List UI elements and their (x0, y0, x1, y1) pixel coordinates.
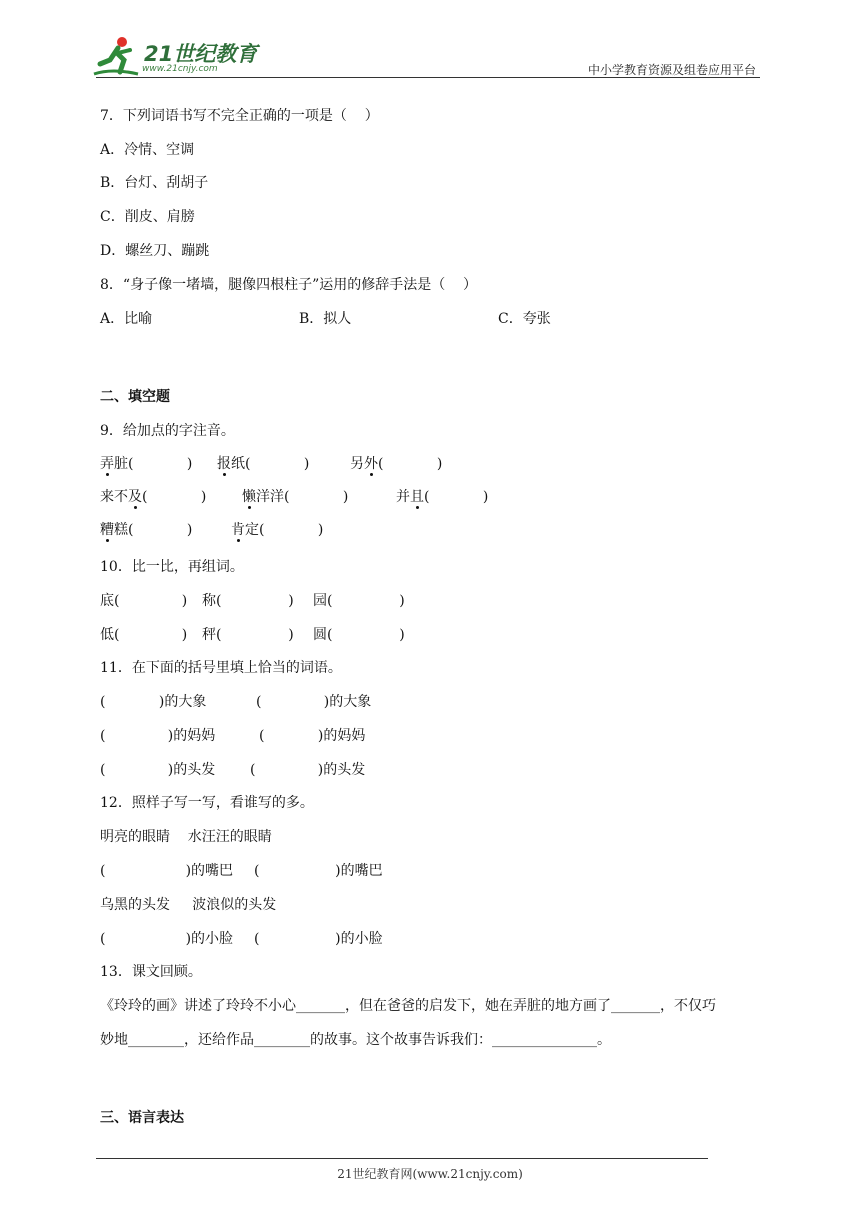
q12-item: ( )的嘴巴 (100, 863, 234, 879)
q12-item: ( )的小脸 (254, 931, 383, 947)
q9-item (100, 455, 192, 473)
q9-item-text: 洋洋( ) (256, 489, 349, 505)
section-title-language-expression: 三、语言表达 (100, 1110, 184, 1126)
q9-item (350, 455, 442, 473)
dotted-char: 肯 (231, 522, 245, 538)
q11-item: ( )的妈妈 (100, 728, 216, 744)
q9-stem: 9．给加点的字注音。 (100, 423, 235, 439)
q11-item: ( )的大象 (100, 694, 207, 710)
q9-item-pre: 并 (396, 489, 410, 505)
header-platform-name: 中小学教育资源及组卷应用平台 (587, 63, 756, 77)
dotted-char: 且 (410, 489, 424, 505)
q8-stem: 8．“身子像一堵墙，腿像四根柱子”运用的修辞手法是（ ） (100, 277, 478, 293)
q9-item-text: ( ) (142, 489, 207, 505)
q7-option-c: C．削皮、肩膀 (100, 209, 195, 225)
dotted-char: 糟 (100, 522, 114, 538)
q7-stem: 7．下列词语书写不完全正确的一项是（ ） (100, 108, 379, 124)
q9-item-text: 定( ) (245, 522, 324, 538)
q8-option-a: A．比喻 (100, 311, 153, 327)
q9-item (242, 488, 348, 506)
q10-item: 圆( ) (313, 627, 405, 643)
header-divider (96, 77, 760, 78)
dotted-char: 外 (364, 456, 378, 472)
q9-item-text: 纸( ) (231, 456, 310, 472)
footer-divider (96, 1158, 708, 1159)
q12-example: 明亮的眼睛 水汪汪的眼睛 (100, 829, 272, 845)
logo-url: www.21cnjy.com (142, 64, 218, 74)
q11-item: ( )的大象 (256, 694, 372, 710)
q11-stem: 11．在下面的括号里填上恰当的词语。 (100, 660, 342, 676)
q9-item (231, 521, 323, 539)
q12-stem: 12．照样子写一写，看谁写的多。 (100, 795, 314, 811)
q11-item: ( )的妈妈 (259, 728, 366, 744)
q13-line: 妙地________，还给作品________的故事。这个故事告诉我们：_______________。 (100, 1032, 611, 1048)
q9-item-text: 糕( ) (114, 522, 193, 538)
q13-line: 《玲玲的画》讲述了玲玲不小心_______，但在爸爸的启发下，她在弄脏的地方画了_______，不仅巧 (100, 998, 716, 1014)
q11-item: ( )的头发 (100, 762, 216, 778)
section-title-fill-in: 二、填空题 (100, 389, 170, 405)
q8-option-c: C．夸张 (498, 311, 551, 327)
q9-item-text: ( ) (424, 489, 489, 505)
q10-stem: 10．比一比，再组词。 (100, 559, 244, 575)
dotted-char: 及 (128, 489, 142, 505)
site-logo (92, 34, 262, 80)
q10-item: 称( ) (202, 593, 294, 609)
dotted-char: 报 (217, 456, 231, 472)
dotted-char: 弄 (100, 456, 114, 472)
runner-logo-icon (92, 34, 142, 80)
q10-item: 低( ) (100, 627, 188, 643)
q9-item (396, 488, 488, 506)
q7-option-d: D．螺丝刀、蹦跳 (100, 243, 210, 259)
q10-item: 秤( ) (202, 627, 294, 643)
q9-item-text: 脏( ) (114, 456, 193, 472)
q9-item (100, 488, 206, 506)
q9-item-pre: 来不 (100, 489, 128, 505)
q9-item-text: ( ) (378, 456, 443, 472)
q9-item-pre: 另 (350, 456, 364, 472)
q10-item: 园( ) (313, 593, 405, 609)
q7-option-b: B．台灯、刮胡子 (100, 175, 209, 191)
q9-item (217, 455, 309, 473)
q8-option-b: B．拟人 (299, 311, 352, 327)
q13-stem: 13．课文回顾。 (100, 964, 202, 980)
q9-item (100, 521, 192, 539)
q12-example: 乌黑的头发 波浪似的头发 (100, 897, 277, 913)
logo-title: 21世纪教育 (144, 42, 258, 66)
q10-item: 底( ) (100, 593, 188, 609)
q11-item: ( )的头发 (250, 762, 366, 778)
dotted-char: 懒 (242, 489, 256, 505)
footer-text: 21世纪教育网(www.21cnjy.com) (337, 1167, 523, 1181)
q12-item: ( )的小脸 (100, 931, 234, 947)
q7-option-a: A．冷情、空调 (100, 142, 195, 158)
q12-item: ( )的嘴巴 (254, 863, 383, 879)
